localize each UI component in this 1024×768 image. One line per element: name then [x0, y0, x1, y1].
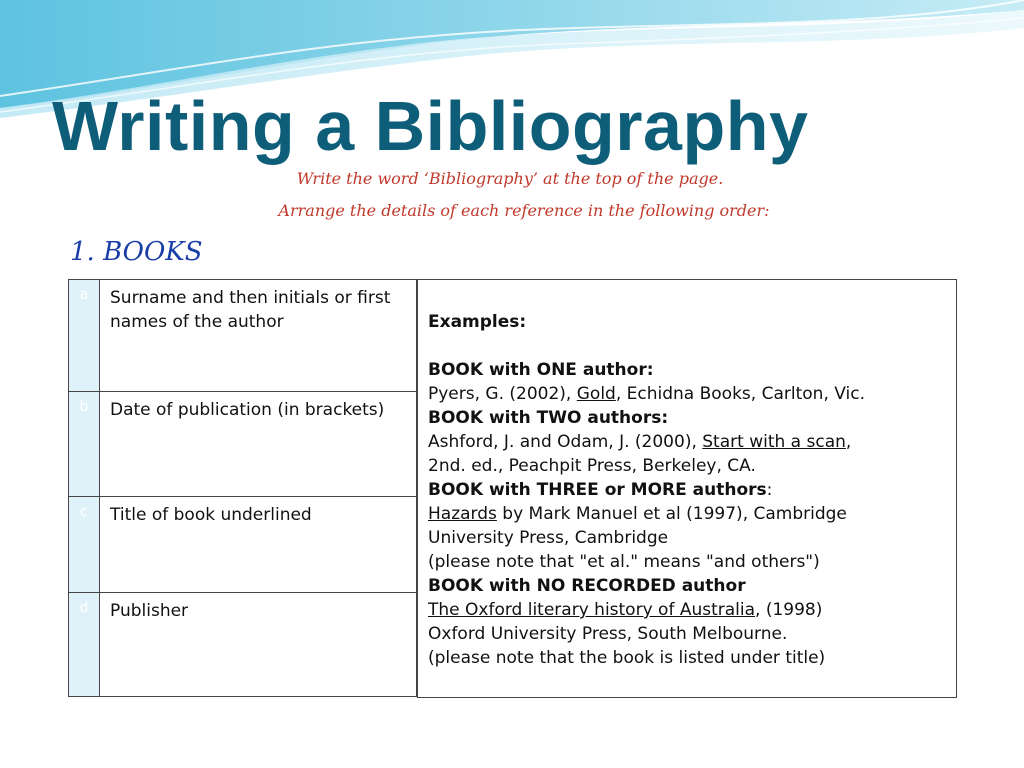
table-row — [69, 392, 416, 497]
heading-colon: : — [766, 480, 773, 500]
example-text: , — [845, 432, 852, 452]
one-author-heading: BOOK with ONE author: — [428, 360, 654, 380]
two-authors-example-line-2: 2nd. ed., Peachpit Press, Berkeley, CA. — [428, 456, 756, 476]
examples-box — [417, 279, 957, 698]
two-authors-heading: BOOK with TWO authors: — [428, 408, 669, 428]
table-row — [69, 593, 416, 696]
page-title: Writing a Bibliography — [52, 87, 809, 165]
instruction-line-1: Write the word ‘Bibliography’ at the top of the page. — [296, 169, 724, 188]
book-title: Start with a scan — [702, 432, 846, 452]
example-text: Pyers, G. (2002), — [428, 384, 577, 404]
three-authors-note: (please note that "et al." means "and others") — [428, 552, 820, 572]
table-row — [69, 497, 416, 593]
example-text: , (1998) — [755, 600, 823, 620]
three-authors-example-line-2: University Press, Cambridge — [428, 528, 669, 548]
no-author-example — [428, 598, 946, 622]
example-text: Ashford, J. and Odam, J. (2000), — [428, 432, 703, 452]
one-author-example — [428, 382, 946, 406]
row-letter: a — [69, 280, 100, 391]
three-authors-example — [428, 502, 946, 526]
row-description: Surname and then initials or first names of the author — [110, 288, 391, 332]
book-title: Gold — [576, 384, 616, 404]
section-heading: 1. BOOKS — [70, 237, 203, 267]
book-title: The Oxford literary history of Australia — [428, 600, 756, 620]
examples-heading: Examples: — [428, 312, 527, 332]
book-title: Hazards — [428, 504, 497, 524]
three-authors-heading-line — [428, 478, 946, 502]
three-authors-heading: BOOK with THREE or MORE authors — [428, 480, 767, 500]
row-description: Title of book underlined — [110, 505, 312, 525]
row-letter: b — [69, 392, 100, 496]
instruction-line-2: Arrange the details of each reference in the following order: — [278, 201, 770, 220]
no-author-note: (please note that the book is listed under title) — [428, 648, 826, 668]
example-text: , Echidna Books, Carlton, Vic. — [615, 384, 865, 404]
row-letter: d — [69, 593, 100, 696]
reference-order-table — [68, 279, 417, 697]
row-letter: c — [69, 497, 100, 592]
no-author-heading: BOOK with NO RECORDED author — [428, 576, 746, 596]
no-author-example-line-2: Oxford University Press, South Melbourne. — [428, 624, 788, 644]
example-text: by Mark Manuel et al (1997), Cambridge — [496, 504, 847, 524]
row-description: Publisher — [110, 601, 189, 621]
two-authors-example — [428, 430, 946, 454]
table-row — [69, 280, 416, 392]
row-description: Date of publication (in brackets) — [110, 400, 385, 420]
